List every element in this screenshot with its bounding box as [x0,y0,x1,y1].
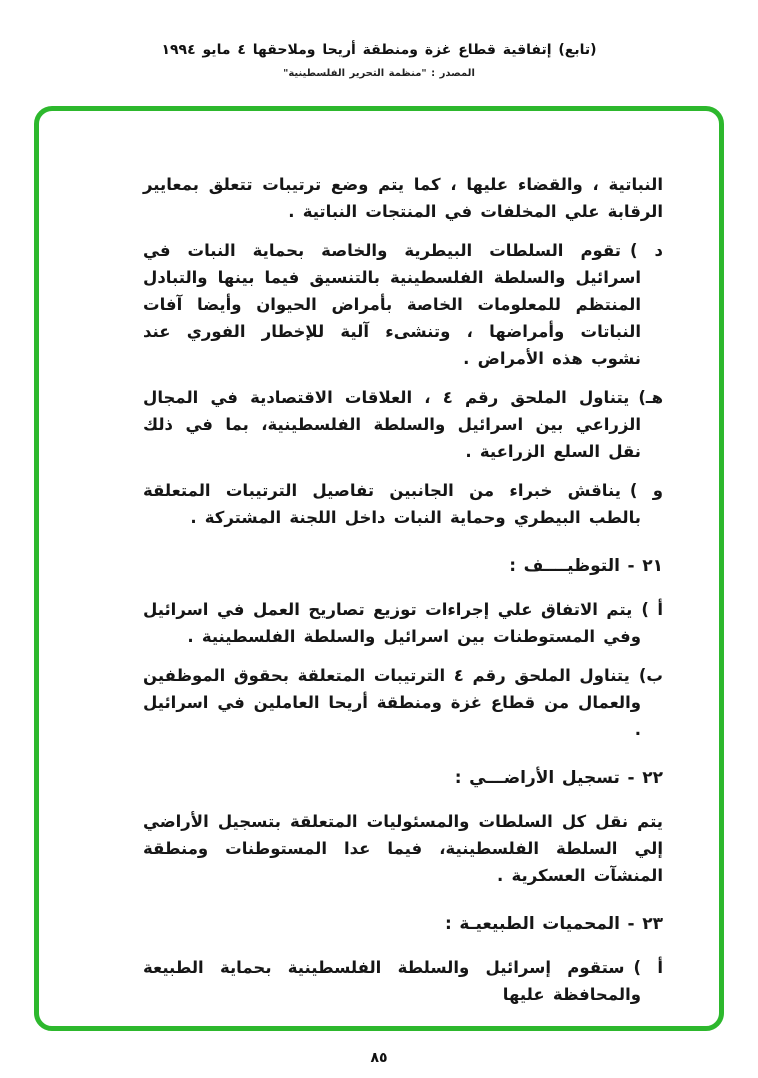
paragraph: النباتية ، والقضاء عليها ، كما يتم وضع ترتيبات تتعلق بمعايير الرقابة علي المخلفات في المنتجات النباتية . [143,175,663,221]
list-item [143,954,663,1008]
item-text: يتناول الملحق رقم ٤ الترتيبات المتعلقة بحقوق الموظفين والعمال من قطاع غزة ومنطقة أريحا العاملين في اسرائيل . [143,666,641,739]
section-heading-land-registry: ٢٢ - تسجيل الأراضـــي : [454,768,663,788]
section-heading-employment: ٢١ - التوظيــــف : [509,556,663,576]
list-item [143,596,663,650]
page-number: ٨٥ [370,1050,388,1066]
item-marker: د ) [629,241,663,260]
list-item [143,384,663,465]
list-item [143,662,663,743]
page-footer [0,1047,758,1066]
document-frame [34,106,724,1031]
item-marker: و ) [629,481,663,500]
document-title: (تابع) إتفاقية قطاع غزة ومنطقة أريحا وملاحقها ٤ مايو ١٩٩٤ [161,42,597,58]
item-marker: أ ) [641,600,664,619]
item-text: يتم الاتفاق علي إجراءات توزيع تصاريح العمل في اسرائيل وفي المستوطنات بين اسرائيل والسلطة الفلسطينية . [143,600,641,646]
item-text: يناقش خبراء من الجانبين تفاصيل الترتيبات المتعلقة بالطب البيطري وحماية النبات داخل اللجنة المشتركة . [143,481,641,527]
item-marker: ب) [638,666,663,685]
item-text: تقوم السلطات البيطرية والخاصة بحماية النبات في اسرائيل والسلطة الفلسطينية بالتنسيق فيما بينها والتبادل المنتظم للمعلومات الخاصة بأمراض الحيوان وأيضا آفات النباتات وأمراضها ، وتنشىء آلية للإخطار الفوري عند نشوب هذه الأمراض . [143,241,641,368]
list-item [143,237,663,372]
paragraph: يتم نقل كل السلطات والمسئوليات المتعلقة بتسجيل الأراضي إلي السلطة الفلسطينية، فيما عدا المستوطنات ومنطقة المنشآت العسكرية . [143,812,663,885]
page-header [0,42,758,79]
item-marker: هـ) [638,388,664,407]
document-source: المصدر : "منظمة التحرير الفلسطينية" [283,68,475,79]
section-heading-nature-reserves: ٢٣ - المحميات الطبيعيـة : [444,914,663,934]
item-text: ستقوم إسرائيل والسلطة الفلسطينية بحماية الطبيعة والمحافظة عليها [143,958,641,1004]
item-text: يتناول الملحق رقم ٤ ، العلاقات الاقتصادية في المجال الزراعي بين اسرائيل والسلطة الفلسطينية، بما في ذلك نقل السلع الزراعية . [143,388,641,461]
list-item [143,477,663,531]
item-marker: أ ) [633,958,664,977]
document-content [143,171,663,1020]
